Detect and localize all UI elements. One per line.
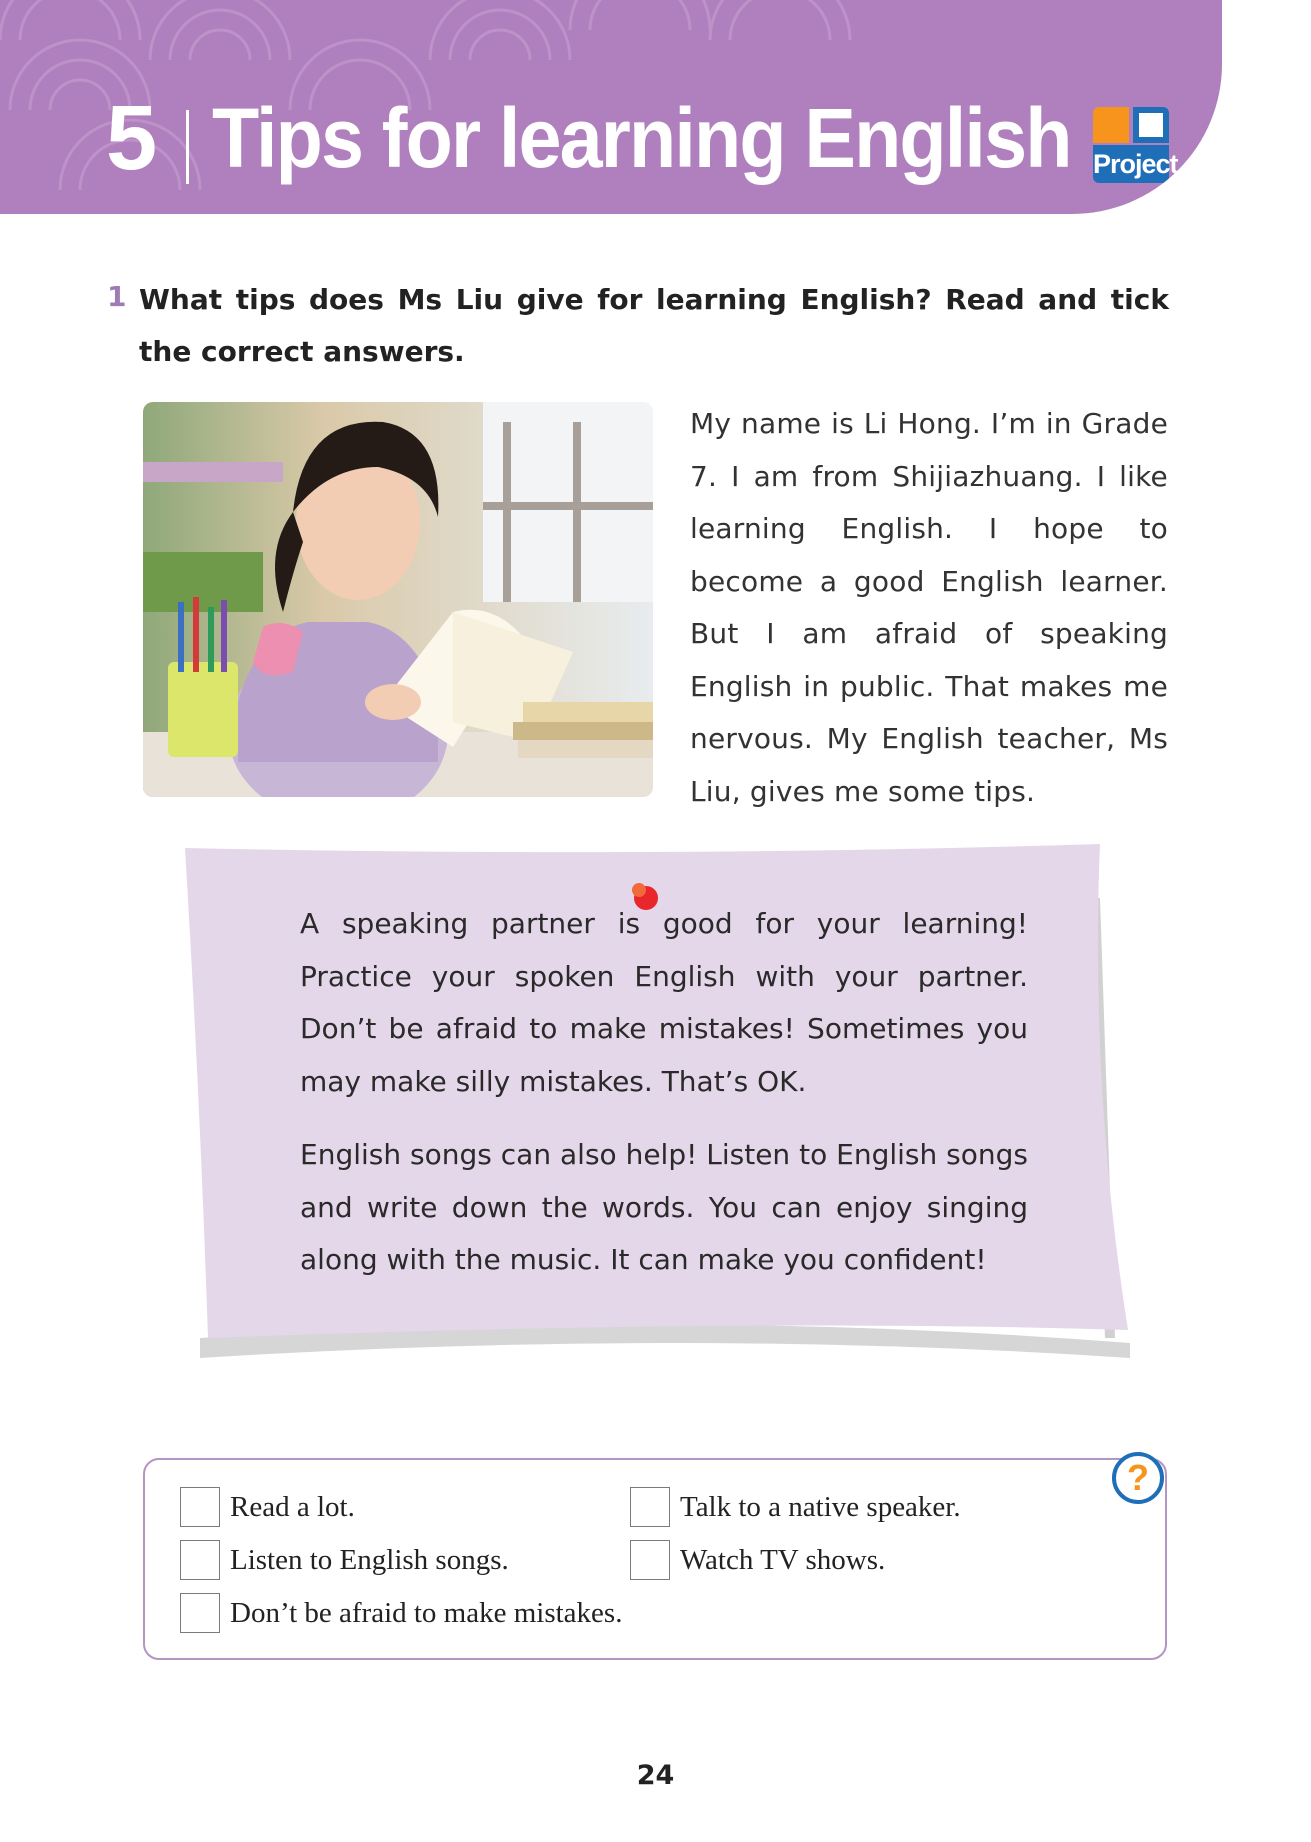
unit-number: 5 xyxy=(106,87,158,189)
tips-note-text xyxy=(300,898,1028,1287)
tick-checkbox[interactable] xyxy=(630,1540,670,1580)
tick-checkbox[interactable] xyxy=(180,1540,220,1580)
girl-reading-book-photo xyxy=(143,402,653,797)
page-number: 24 xyxy=(636,1760,675,1791)
question-mark-icon[interactable]: ? xyxy=(1112,1452,1164,1504)
badge-orange-square xyxy=(1093,107,1129,143)
tick-checkbox[interactable] xyxy=(630,1487,670,1527)
unit-header-banner xyxy=(0,0,1222,214)
option-label: Read a lot. xyxy=(230,1491,355,1523)
intro-paragraph: My name is Li Hong. I’m in Grade 7. I am from Shijiazhuang. I like learning English. I hope to become a good English learner. But I am afraid of speaking English in public. That makes me nervous. My English teacher, Ms Liu, gives me some tips. xyxy=(690,407,1168,808)
question-number: 1 xyxy=(107,280,127,313)
option-label: Listen to English songs. xyxy=(230,1544,509,1576)
option-label: Talk to a native speaker. xyxy=(680,1491,961,1523)
option-label: Don’t be afraid to make mistakes. xyxy=(230,1597,623,1629)
tick-checkbox[interactable] xyxy=(180,1593,220,1633)
title-divider xyxy=(186,110,189,184)
badge-blue-square xyxy=(1133,107,1169,143)
unit-title: Tips for learning English xyxy=(212,91,1071,185)
project-badge-label: Project xyxy=(1093,145,1169,183)
option-label: Watch TV shows. xyxy=(680,1544,886,1576)
project-badge xyxy=(1093,107,1178,185)
tick-checkbox[interactable] xyxy=(180,1487,220,1527)
question-instruction: What tips does Ms Liu give for learning English? Read and tick the correct answers. xyxy=(139,283,1169,368)
tip-paragraph: A speaking partner is good for your learning! Practice your spoken English with your partner. Don’t be afraid to make mistakes! Sometimes you may make silly mistakes. That’s OK. xyxy=(300,907,1028,1098)
tip-paragraph: English songs can also help! Listen to English songs and write down the words. You can enjoy singing along with the music. It can make you confident! xyxy=(300,1138,1028,1276)
